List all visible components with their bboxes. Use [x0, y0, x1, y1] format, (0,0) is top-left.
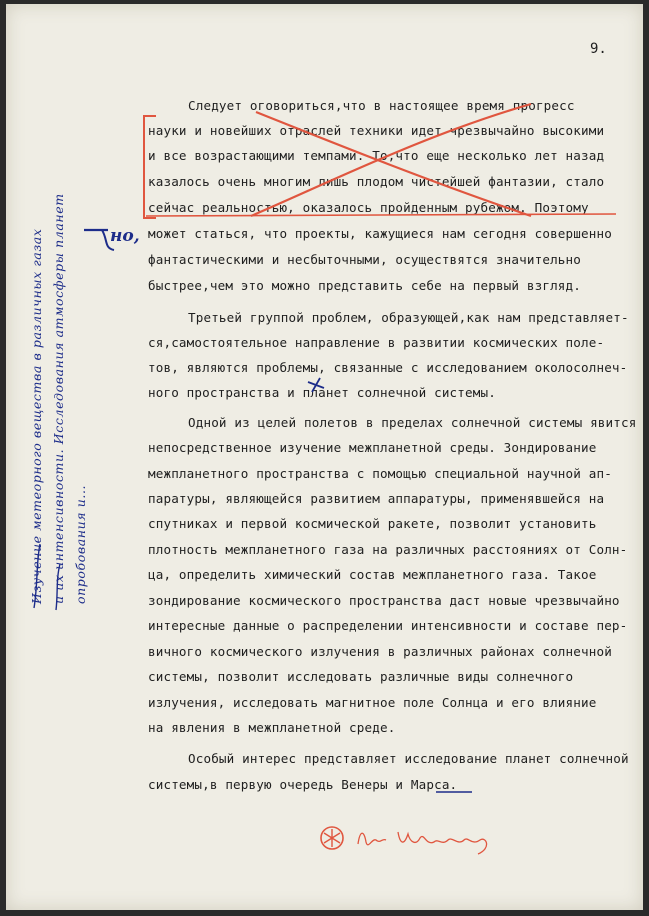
text-line: на явления в межпланетной среде. — [148, 720, 396, 735]
signature-mark — [321, 827, 343, 849]
margin-note-line: и их интенсивности. Исследования атмосферы планет — [51, 193, 66, 604]
text-line: Третьей группой проблем, образующей,как нам представляет- — [188, 310, 629, 325]
text-line: науки и новейших отраслей техники идет чрезвычайно высокими — [148, 123, 605, 138]
text-line: межпланетного пространства с помощью специальной научной ап- — [148, 466, 612, 481]
text-line: Следует оговориться,что в настоящее время прогресс — [188, 98, 575, 113]
handwritten-insertion: но, — [110, 226, 140, 246]
text-line: системы, позволит исследовать различные виды солнечного — [148, 669, 574, 684]
document-page — [6, 4, 643, 910]
text-line: быстрее,чем это можно представить себе на первый взгляд. — [148, 278, 581, 293]
margin-note-line: опробования и... — [73, 484, 88, 604]
text-line: интересные данные о распределении интенсивности и составе пер- — [148, 618, 628, 633]
text-line: вичного космического излучения в различных районах солнечной — [148, 644, 612, 659]
text-line: ного пространства и планет солнечной системы. — [148, 385, 496, 400]
text-line: и все возрастающими темпами. То,что еще несколько лет назад — [148, 148, 605, 163]
text-line: Особый интерес представляет исследование планет солнечной — [188, 751, 629, 766]
text-line: паратуры, являющейся развитием аппаратуры, применявшейся на — [148, 491, 605, 506]
text-line: излучения, исследовать магнитное поле Солнца и его влияние — [148, 695, 597, 710]
signature-mark-star — [324, 829, 340, 847]
text-line: казалось очень многим лишь плодом чистейшей фантазии, стало — [148, 174, 605, 189]
margin-note-line: Изучение метеорного вещества в различных газах — [29, 228, 44, 604]
text-line: фантастическими и несбыточными, осуществятся значительно — [148, 252, 581, 267]
text-line: ца, определить химический состав межпланетного газа. Такое — [148, 567, 597, 582]
signature — [358, 832, 487, 854]
text-line: непосредственное изучение межпланетной среды. Зондирование — [148, 440, 597, 455]
text-line: ся,самостоятельное направление в развитии космических поле- — [148, 335, 605, 350]
annotation-overlay — [6, 4, 643, 910]
text-line: сейчас реальностью, оказалось пройденным рубежом. Поэтому — [148, 200, 589, 215]
text-line: Одной из целей полетов в пределах солнечной системы явится — [188, 415, 637, 430]
text-line: системы,в первую очередь Венеры и Марса. — [148, 777, 458, 792]
text-line: плотность межпланетного газа на различных расстояниях от Солн- — [148, 542, 628, 557]
text-line: зондирование космического пространства даст новые чрезвычайно — [148, 593, 620, 608]
text-line: тов, являются проблемы, связанные с исследованием околосолнеч- — [148, 360, 628, 375]
text-line: может статься, что проекты, кажущиеся нам сегодня совершенно — [148, 226, 612, 241]
page-number: 9. — [590, 41, 607, 57]
text-line: спутниках и первой космической ракете, позволит установить — [148, 516, 597, 531]
